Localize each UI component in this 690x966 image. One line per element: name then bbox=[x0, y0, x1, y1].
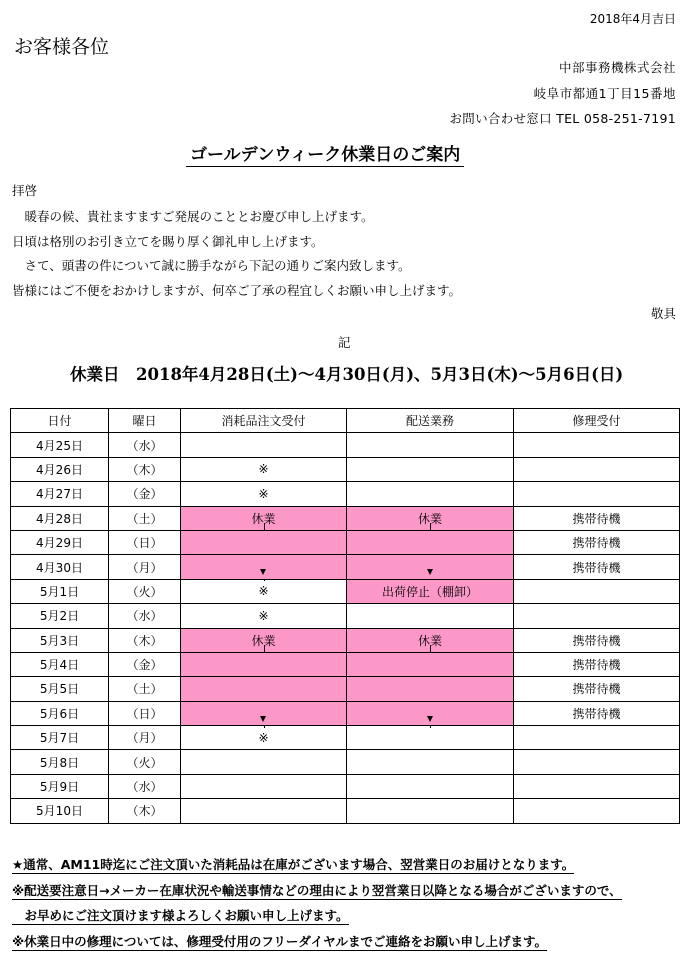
cell-order: ※ bbox=[181, 726, 347, 750]
cell-order bbox=[181, 774, 347, 798]
cell-order: ※ bbox=[181, 579, 347, 603]
cell-day: （金） bbox=[109, 652, 181, 676]
cell-day: （日） bbox=[109, 701, 181, 725]
cell-date: 4月29日 bbox=[11, 530, 109, 554]
cell-date: 4月27日 bbox=[11, 482, 109, 506]
cell-order: ※ bbox=[181, 457, 347, 481]
cell-delivery bbox=[347, 530, 514, 554]
cell-date: 5月1日 bbox=[11, 579, 109, 603]
header-repair: 修理受付 bbox=[514, 409, 680, 433]
cell-delivery bbox=[347, 799, 514, 823]
cell-delivery: 休業 bbox=[347, 628, 514, 652]
cell-repair: 携帯待機 bbox=[514, 628, 680, 652]
header-delivery: 配送業務 bbox=[347, 409, 514, 433]
arrow-head-icon bbox=[260, 569, 266, 575]
cell-delivery: 休業 bbox=[347, 506, 514, 530]
cell-repair bbox=[514, 726, 680, 750]
salutation: 拝啓 bbox=[12, 183, 38, 198]
table-row bbox=[11, 677, 680, 701]
cell-repair: 携帯待機 bbox=[514, 677, 680, 701]
cell-order bbox=[181, 530, 347, 554]
cell-delivery bbox=[347, 652, 514, 676]
cell-order bbox=[181, 652, 347, 676]
table-row bbox=[11, 457, 680, 481]
arrow-head-icon bbox=[427, 569, 433, 575]
table-row bbox=[11, 799, 680, 823]
cell-delivery bbox=[347, 677, 514, 701]
cell-order bbox=[181, 677, 347, 701]
letter-line: 皆様にはご不便をおかけしますが、何卒ご了承の程宜しくお願い申し上げます。 bbox=[12, 283, 462, 298]
cell-day: （月） bbox=[109, 726, 181, 750]
cell-date: 5月7日 bbox=[11, 726, 109, 750]
cell-date: 5月4日 bbox=[11, 652, 109, 676]
cell-date: 5月2日 bbox=[11, 604, 109, 628]
cell-date: 4月30日 bbox=[11, 555, 109, 579]
company-address: 岐阜市都通1丁目15番地 bbox=[533, 86, 676, 101]
cell-date: 5月3日 bbox=[11, 628, 109, 652]
cell-repair bbox=[514, 750, 680, 774]
cell-repair bbox=[514, 457, 680, 481]
cell-order bbox=[181, 750, 347, 774]
cell-repair bbox=[514, 799, 680, 823]
cell-day: （金） bbox=[109, 482, 181, 506]
cell-day: （火） bbox=[109, 750, 181, 774]
cell-delivery bbox=[347, 457, 514, 481]
letter-line: さて、頭書の件について誠に勝手ながら下記の通りご案内致します。 bbox=[12, 258, 411, 273]
cell-repair bbox=[514, 433, 680, 457]
cell-delivery bbox=[347, 750, 514, 774]
cell-date: 5月5日 bbox=[11, 677, 109, 701]
letter-line: 暖春の候、貴社ますますご発展のこととお慶び申し上げます。 bbox=[12, 209, 374, 224]
note-line: ※配送要注意日→メーカー在庫状況や輸送事情などの理由により翌営業日以降となる場合がございますので、 bbox=[12, 883, 622, 898]
note-line: お早めにご注文頂けます様よろしくお願い申し上げます。 bbox=[12, 908, 349, 923]
cell-order: ※ bbox=[181, 604, 347, 628]
closing: 敬具 bbox=[650, 306, 676, 321]
cell-order bbox=[181, 799, 347, 823]
cell-day: （木） bbox=[109, 799, 181, 823]
cell-delivery bbox=[347, 701, 514, 725]
cell-repair: 携帯待機 bbox=[514, 530, 680, 554]
cell-day: （土） bbox=[109, 506, 181, 530]
cell-order: 休業 bbox=[181, 628, 347, 652]
document-title: ゴールデンウィーク休業日のご案内 bbox=[186, 140, 464, 167]
cell-day: （木） bbox=[109, 628, 181, 652]
cell-day: （火） bbox=[109, 579, 181, 603]
cell-date: 5月8日 bbox=[11, 750, 109, 774]
cell-date: 5月9日 bbox=[11, 774, 109, 798]
header-date: 日付 bbox=[11, 409, 109, 433]
cell-day: （土） bbox=[109, 677, 181, 701]
schedule-table bbox=[10, 408, 680, 824]
cell-day: （日） bbox=[109, 530, 181, 554]
cell-repair bbox=[514, 482, 680, 506]
header-order: 消耗品注文受付 bbox=[181, 409, 347, 433]
arrow-head-icon bbox=[427, 716, 433, 722]
cell-delivery: 出荷停止（棚卸） bbox=[347, 579, 514, 603]
cell-delivery bbox=[347, 433, 514, 457]
table-row bbox=[11, 628, 680, 652]
cell-order bbox=[181, 701, 347, 725]
table-row bbox=[11, 530, 680, 554]
cell-repair bbox=[514, 604, 680, 628]
cell-repair: 携帯待機 bbox=[514, 555, 680, 579]
cell-repair: 携帯待機 bbox=[514, 506, 680, 530]
document-date: 2018年4月吉日 bbox=[589, 12, 676, 26]
cell-date: 4月26日 bbox=[11, 457, 109, 481]
addressee: お客様各位 bbox=[14, 36, 110, 58]
company-name: 中部事務機株式会社 bbox=[558, 60, 676, 75]
note-line: ※休業日中の修理については、修理受付用のフリーダイヤルまでご連絡をお願い申し上げます。 bbox=[12, 934, 548, 949]
cell-date: 5月6日 bbox=[11, 701, 109, 725]
cell-day: （木） bbox=[109, 457, 181, 481]
holiday-period: 休業日 2018年4月28日(土)～4月30日(月)、5月3日(木)～5月6日(日) bbox=[70, 365, 624, 384]
cell-order: 休業 bbox=[181, 506, 347, 530]
cell-delivery bbox=[347, 482, 514, 506]
cell-order: ※ bbox=[181, 482, 347, 506]
table-row bbox=[11, 482, 680, 506]
cell-delivery bbox=[347, 555, 514, 579]
cell-date: 4月28日 bbox=[11, 506, 109, 530]
table-row bbox=[11, 701, 680, 725]
cell-day: （水） bbox=[109, 433, 181, 457]
table-row bbox=[11, 726, 680, 750]
cell-repair: 携帯待機 bbox=[514, 652, 680, 676]
cell-day: （水） bbox=[109, 604, 181, 628]
contact-info: お問い合わせ窓口 TEL 058-251-7191 bbox=[449, 111, 676, 126]
cell-repair bbox=[514, 579, 680, 603]
table-row bbox=[11, 433, 680, 457]
cell-delivery bbox=[347, 774, 514, 798]
header-day: 曜日 bbox=[109, 409, 181, 433]
cell-order bbox=[181, 433, 347, 457]
cell-repair: 携帯待機 bbox=[514, 701, 680, 725]
table-row bbox=[11, 774, 680, 798]
table-row bbox=[11, 750, 680, 774]
note-line: ★通常、AM11時迄にご注文頂いた消耗品は在庫がございます場合、翌営業日のお届けとなります。 bbox=[12, 857, 575, 872]
cell-order bbox=[181, 555, 347, 579]
ki-marker: 記 bbox=[338, 335, 351, 350]
table-row bbox=[11, 555, 680, 579]
table-header-row bbox=[11, 409, 680, 433]
table-row bbox=[11, 652, 680, 676]
cell-repair bbox=[514, 774, 680, 798]
table-row bbox=[11, 579, 680, 603]
arrow-head-icon bbox=[260, 716, 266, 722]
cell-delivery bbox=[347, 726, 514, 750]
cell-date: 4月25日 bbox=[11, 433, 109, 457]
cell-date: 5月10日 bbox=[11, 799, 109, 823]
table-row bbox=[11, 506, 680, 530]
letter-line: 日頃は格別のお引き立てを賜り厚く御礼申し上げます。 bbox=[12, 234, 324, 249]
cell-delivery bbox=[347, 604, 514, 628]
table-row bbox=[11, 604, 680, 628]
cell-day: （月） bbox=[109, 555, 181, 579]
cell-day: （水） bbox=[109, 774, 181, 798]
